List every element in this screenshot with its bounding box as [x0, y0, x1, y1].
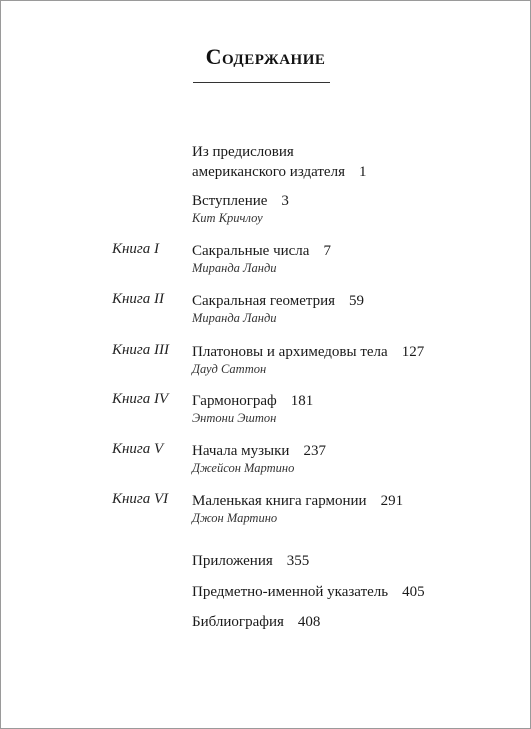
- toc-book-label: Книга II: [112, 291, 164, 307]
- toc-entry-title-line: [192, 491, 403, 511]
- toc-book-label: Книга VI: [112, 491, 169, 507]
- toc-entry-title-text: Начала музыки: [192, 443, 290, 459]
- toc-entry-author: Энтони Эштон: [192, 411, 277, 425]
- toc-entry-author: Миранда Ланди: [192, 311, 277, 325]
- toc-entry-title: [192, 391, 313, 411]
- toc-page-number: 355: [286, 553, 310, 569]
- toc-entry-author: Дауд Саттон: [192, 362, 267, 376]
- toc-entry-title-line: [192, 291, 364, 311]
- toc-entry-title-text: Предметно-именной указатель: [192, 584, 389, 600]
- toc-entry-title-text: Платоновы и архимедовы тела: [192, 344, 388, 360]
- toc-entry-title: [192, 551, 309, 571]
- title-underline: [193, 82, 330, 83]
- toc-book-label: Книга IV: [112, 391, 169, 407]
- toc-entry-title-line: [192, 582, 425, 602]
- toc-book-label: Книга I: [112, 241, 159, 257]
- toc-book-label: Книга III: [112, 342, 169, 358]
- toc-entry-author: Кит Кричлоу: [192, 211, 263, 225]
- page-title: Содержание: [205, 44, 326, 69]
- toc-entry-title: [192, 612, 320, 632]
- toc-page-number: 291: [380, 493, 404, 509]
- toc-entry-title: [192, 582, 425, 602]
- toc-page-number: 408: [297, 614, 321, 630]
- toc-entry-title: [192, 291, 364, 311]
- toc-page-number: 3: [281, 193, 289, 209]
- toc-entry-title-text: Маленькая книга гармонии: [192, 493, 367, 509]
- toc-entry-title-line: [192, 612, 320, 632]
- toc-page-number: 237: [303, 443, 326, 459]
- toc-entry-title: [192, 441, 326, 461]
- toc-entry-title-line: [192, 191, 289, 211]
- toc-entry-author: Джон Мартино: [192, 511, 278, 525]
- toc-entry-title-line: [192, 342, 424, 362]
- toc-entry-title-text: Приложения: [192, 553, 273, 569]
- toc-entry-title-line: [192, 391, 313, 411]
- toc-entry-title-line-2: [192, 162, 366, 182]
- toc-entry-title-line: [192, 241, 331, 261]
- toc-entry-title: [192, 142, 366, 182]
- toc-entry-title-text: Сакральная геометрия: [192, 293, 336, 309]
- toc-entry-title-text: Вступление: [192, 193, 268, 209]
- toc-entry-title: [192, 241, 331, 261]
- toc-entry-title-text: Гармонограф: [192, 393, 277, 409]
- toc-entry-title-line-1: Из предисловия: [192, 144, 294, 160]
- toc-entry-title: [192, 491, 403, 511]
- toc-entry-title: [192, 342, 424, 362]
- toc-entry-title: [192, 191, 289, 211]
- toc-page-number: 59: [349, 293, 365, 309]
- toc-entry-author: Миранда Ланди: [192, 261, 277, 275]
- toc-book-label: Книга V: [112, 441, 164, 457]
- toc-page-number: 1: [358, 164, 367, 180]
- toc-page-number: 405: [402, 584, 425, 600]
- toc-entry-author: Джейсон Мартино: [192, 461, 295, 475]
- toc-entry-title-text: Сакральные числа: [192, 243, 310, 259]
- toc-entry-title-text: Библиография: [192, 614, 284, 630]
- toc-page-number: 127: [401, 344, 425, 360]
- toc-entry-title-line: [192, 551, 309, 571]
- toc-entry-title-line: [192, 441, 326, 461]
- toc-page-number: 181: [290, 393, 314, 409]
- toc-entry-title-line-2-text: американского издателя: [192, 164, 345, 180]
- toc-page-number: 7: [323, 243, 331, 259]
